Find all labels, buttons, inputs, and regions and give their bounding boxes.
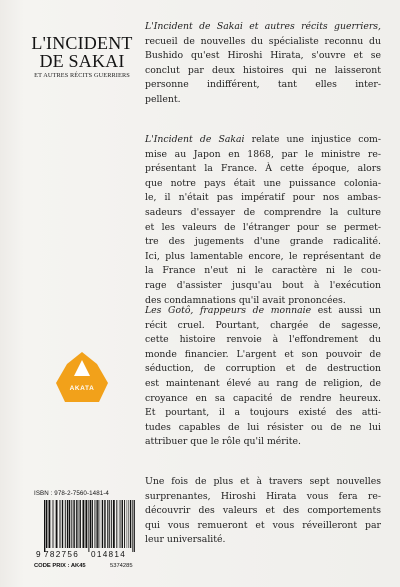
text-run: la France n'eut ni le caractère ni le cou- bbox=[145, 265, 381, 277]
text-run: Bushido qu'est Hiroshi Hirata, s'ouvre et se bbox=[145, 50, 381, 62]
paragraph-intro bbox=[145, 20, 381, 108]
text-line bbox=[145, 133, 381, 148]
text-run: le, il n'était pas impératif pour nos ambas- bbox=[145, 192, 381, 204]
paragraph-goto bbox=[145, 304, 381, 450]
text-run: tudes capables de lui résister ou de ne lui bbox=[145, 421, 381, 433]
text-line bbox=[145, 377, 381, 392]
akata-logo-icon bbox=[52, 350, 112, 405]
barcode-first-digit: 9 bbox=[36, 550, 41, 558]
paragraph-sakai bbox=[145, 133, 381, 308]
text-run: mise au Japon en 1868, par le ministre re- bbox=[145, 148, 381, 160]
text-run: tre des jugements d'une grande radicalité. bbox=[145, 236, 381, 248]
barcode-icon bbox=[36, 500, 136, 558]
italic-title-run: L'Incident de Sakai et autres récits guerriers, bbox=[145, 21, 381, 32]
text-run: et les valeurs de l'étranger pour se permet- bbox=[145, 221, 381, 233]
isbn-text: ISBN : 978-2-7560-1481-4 bbox=[34, 490, 109, 497]
italic-title-run: Les Gotô, frappeurs de monnaie bbox=[145, 305, 312, 316]
text-run: séduction, de corruption et de destruction bbox=[145, 363, 381, 375]
text-run: relate une injustice com- bbox=[244, 134, 382, 145]
text-line bbox=[145, 475, 381, 490]
text-line bbox=[145, 319, 381, 334]
text-line bbox=[145, 191, 381, 206]
text-run: est maintenant élevé au rang de religion, de bbox=[145, 377, 381, 389]
text-run: Et pourtant, il a toujours existé des atti- bbox=[145, 407, 381, 419]
text-line bbox=[145, 162, 381, 177]
text-run: monde financier. L'argent et son pouvoir de bbox=[145, 348, 381, 360]
text-run: présentant la France. À cette époque, alors bbox=[145, 163, 381, 175]
title-line-1: L'INCIDENT bbox=[31, 33, 133, 53]
text-line bbox=[145, 221, 381, 236]
text-run: pellent. bbox=[145, 93, 181, 105]
text-run: des condamnations qu'il avait prononcées. bbox=[145, 294, 346, 306]
text-line bbox=[145, 392, 381, 407]
text-run: personne indifférent, tant elles inter- bbox=[145, 79, 381, 91]
text-run: croyance en sa capacité de rendre heureux. bbox=[145, 392, 381, 404]
text-run: récit cruel. Pourtant, chargée de sagesse, bbox=[145, 319, 381, 331]
text-run: Ici, plus lamentable encore, le représentant de bbox=[145, 250, 381, 262]
text-run: est aussi un bbox=[311, 305, 381, 316]
publisher-logo-text: AKATA bbox=[69, 385, 95, 392]
text-line bbox=[145, 435, 381, 450]
text-line bbox=[145, 333, 381, 348]
text-line bbox=[145, 177, 381, 192]
text-line bbox=[145, 348, 381, 363]
text-line bbox=[145, 504, 381, 519]
text-line bbox=[145, 64, 381, 79]
text-line bbox=[145, 49, 381, 64]
text-line bbox=[145, 78, 381, 93]
text-line bbox=[145, 206, 381, 221]
text-run: surprenantes, Hiroshi Hirata vous fera re- bbox=[145, 490, 381, 502]
code-number: 5374285 bbox=[110, 563, 133, 569]
subtitle: ET AUTRES RÉCITS GUERRIERS bbox=[34, 72, 130, 79]
text-run: recueil de nouvelles du spécialiste reconnu du bbox=[145, 35, 381, 47]
text-run: rage d'assister jusqu'au bout à l'exécution bbox=[145, 279, 381, 291]
text-line bbox=[145, 264, 381, 279]
code-prix: CODE PRIX : AK45 bbox=[34, 563, 86, 569]
text-run: que notre pays était une puissance colonia- bbox=[145, 177, 381, 189]
text-line bbox=[145, 148, 381, 163]
text-line bbox=[145, 519, 381, 534]
barcode-right-digits: 014814 bbox=[91, 550, 127, 558]
title-line-2: DE SAKAI bbox=[39, 51, 125, 71]
text-line bbox=[145, 20, 381, 35]
text-line bbox=[145, 279, 381, 294]
text-line bbox=[145, 490, 381, 505]
text-line bbox=[145, 235, 381, 250]
text-line bbox=[145, 362, 381, 377]
text-run: sadeurs d'essayer de comprendre la culture bbox=[145, 206, 381, 218]
text-line bbox=[145, 93, 381, 108]
italic-title-run: L'Incident de Sakai bbox=[145, 134, 245, 145]
text-line bbox=[145, 304, 381, 319]
barcode-left-digits: 782756 bbox=[44, 550, 80, 558]
text-line bbox=[145, 406, 381, 421]
text-run: qui vous remueront et vous réveilleront par bbox=[145, 519, 381, 531]
text-run: attribuer que le rôle qu'il mérite. bbox=[145, 436, 301, 448]
text-line bbox=[145, 533, 381, 548]
text-line bbox=[145, 421, 381, 436]
text-run: leur universalité. bbox=[145, 534, 226, 546]
text-run: conclut par deux histoires qui ne laisseront bbox=[145, 64, 381, 76]
paragraph-conclusion bbox=[145, 475, 381, 548]
text-line bbox=[145, 250, 381, 265]
text-run: cette histoire renvoie à l'effondrement du bbox=[145, 334, 381, 346]
text-run: découvrir des valeurs et des comportements bbox=[145, 505, 381, 517]
text-line bbox=[145, 35, 381, 50]
text-run: Une fois de plus et à travers sept nouvelles bbox=[145, 476, 381, 487]
